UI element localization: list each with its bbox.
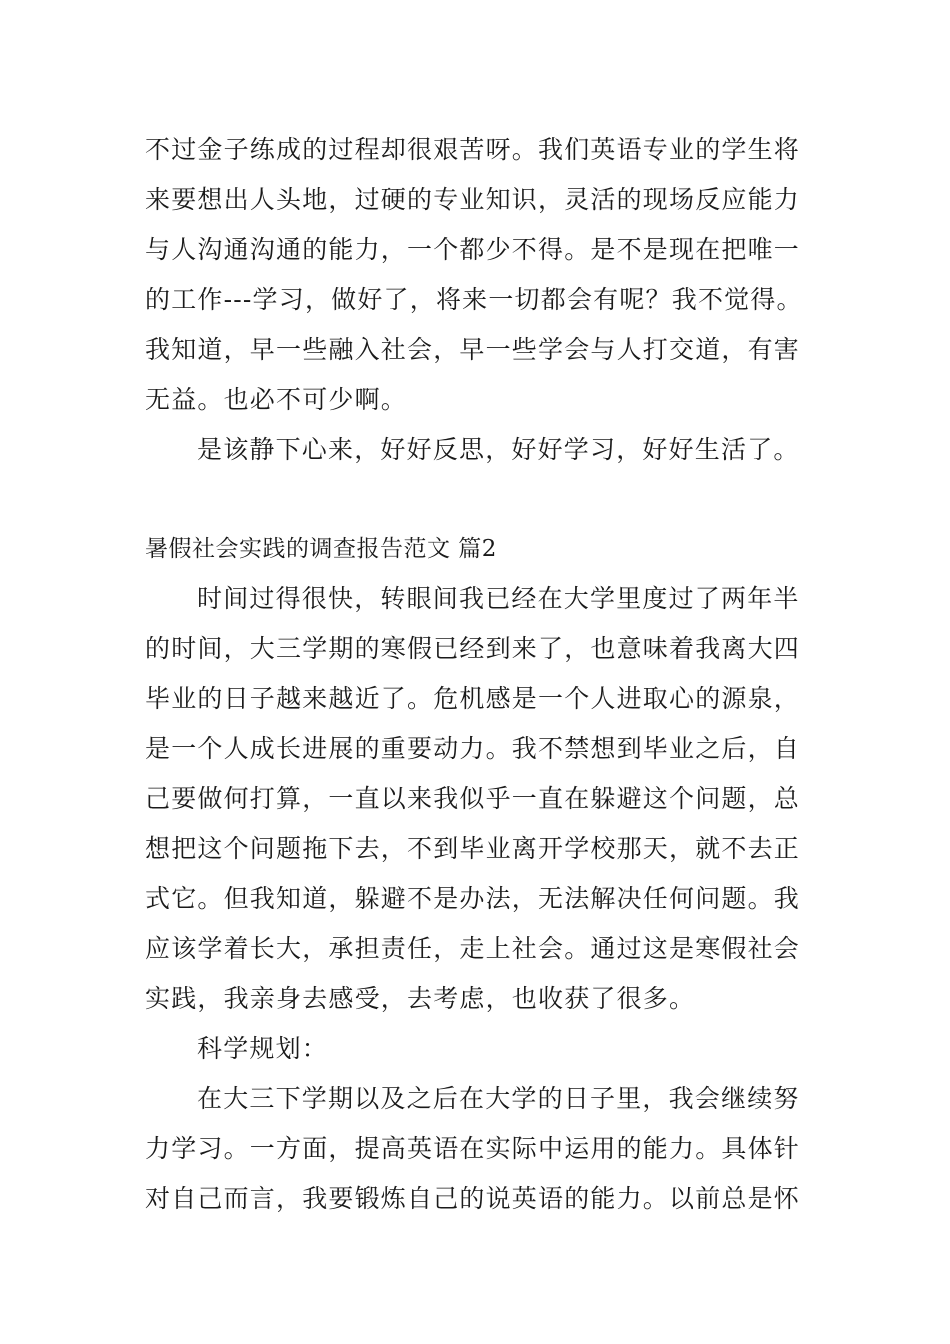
text-line: 无益。也必不可少啊。 [145,385,408,414]
text-line: 来要想出人头地，过硬的专业知识，灵活的现场反应能力 [145,185,801,214]
text-line: 对自己而言，我要锻炼自己的说英语的能力。以前总是怀 [145,1184,801,1213]
text-line: 想把这个问题拖下去，不到毕业离开学校那天，就不去正 [145,834,801,863]
text-line: 是一个人成长进展的重要动力。我不禁想到毕业之后，自 [145,734,801,763]
text-line: 在大三下学期以及之后在大学的日子里，我会继续努 [197,1084,800,1113]
text-line: 实践，我亲身去感受，去考虑，也收获了很多。 [145,984,696,1013]
text-line: 的工作---学习，做好了，将来一切都会有呢？我不觉得。 [145,285,803,314]
text-line: 毕业的日子越来越近了。危机感是一个人进取心的源泉， [145,684,801,713]
text-line: 与人沟通沟通的能力，一个都少不得。是不是现在把唯一 [145,235,801,264]
text-line: 不过金子练成的过程却很艰苦呀。我们英语专业的学生将 [145,135,801,164]
text-line: 力学习。一方面，提高英语在实际中运用的能力。具体针 [145,1134,801,1163]
section1-paragraph2 [145,425,815,475]
text-line: 式它。但我知道，躲避不是办法，无法解决任何问题。我 [145,884,801,913]
text-line: 的时间，大三学期的寒假已经到来了，也意味着我离大四 [145,634,801,663]
section-heading: 暑假社会实践的调查报告范文 篇2 [145,536,497,562]
section2-paragraph2 [145,1074,815,1224]
section1-paragraph1 [145,125,815,425]
text-line: 己要做何打算，一直以来我似乎一直在躲避这个问题，总 [145,784,801,813]
subheading-line: 科学规划： [197,1034,329,1063]
text-line: 是该静下心来，好好反思，好好学习，好好生活了。 [197,435,800,464]
text-line: 时间过得很快，转眼间我已经在大学里度过了两年半 [197,584,800,613]
section2-paragraph1 [145,574,815,1024]
text-line: 应该学着长大，承担责任，走上社会。通过这是寒假社会 [145,934,801,963]
section2-subheading [145,1024,815,1074]
text-line: 我知道，早一些融入社会，早一些学会与人打交道，有害 [145,335,801,364]
